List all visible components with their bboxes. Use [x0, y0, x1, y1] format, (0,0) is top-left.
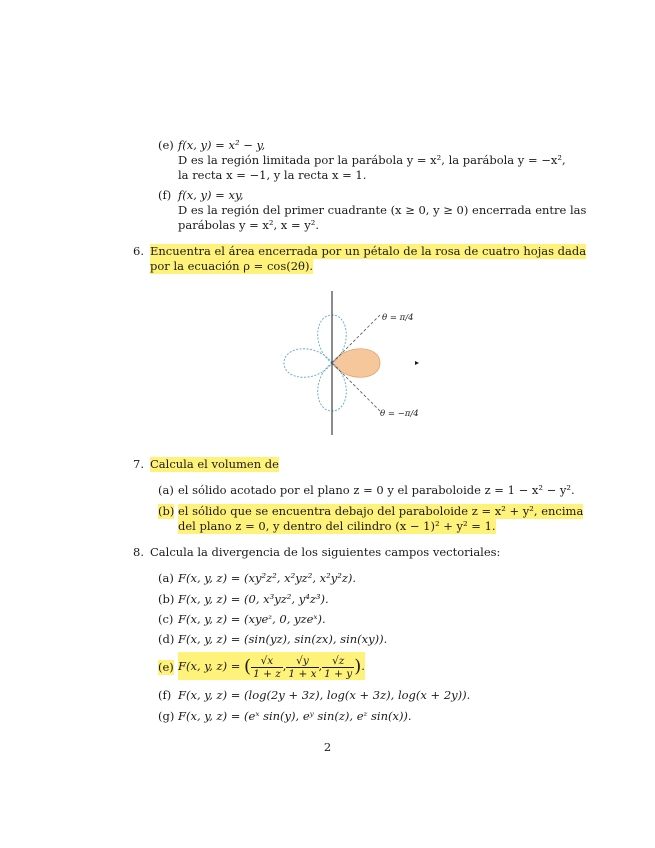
- fraction-1-numerator: √x: [251, 655, 283, 668]
- question-7-number: 7.: [133, 457, 144, 471]
- question-8g-field: F(x, y, z) = (eˣ sin(y), eʸ sin(z), eᶻ sin(x)).: [178, 709, 412, 723]
- shaded-petal: [332, 349, 380, 378]
- question-8e-label: (e): [158, 660, 174, 674]
- question-8b-label: (b): [158, 592, 175, 606]
- question-8g-label: (g): [158, 709, 175, 723]
- item-e-description-1: D es la región limitada por la parábola y = x², la parábola y = −x²,: [178, 153, 566, 167]
- fraction-2-denominator: 1 + x: [288, 667, 317, 680]
- question-6-line-1: Encuentra el área encerrada por un pétalo de la rosa de cuatro hojas dada: [150, 244, 587, 258]
- item-e-function: f(x, y) = x² − y,: [178, 138, 266, 152]
- question-7a-text: el sólido acotado por el plano z = 0 y el paraboloide z = 1 − x² − y².: [178, 483, 575, 497]
- question-7b-label: (b): [158, 504, 175, 518]
- fraction-3: [322, 655, 354, 680]
- question-8d-field: F(x, y, z) = (sin(yz), sin(zx), sin(xy)).: [178, 632, 388, 646]
- question-8a-label: (a): [158, 571, 174, 585]
- question-7b-line-1: el sólido que se encuentra debajo del paraboloide z = x² + y², encima: [178, 504, 584, 518]
- fraction-3-denominator: 1 + y: [324, 667, 353, 680]
- question-8-title: Calcula la divergencia de los siguientes campos vectoriales:: [150, 545, 501, 559]
- question-8f-field: F(x, y, z) = (log(2y + 3z), log(x + 3z), log(x + 2y)).: [178, 688, 471, 702]
- label-theta-minus-pi-4: θ = −π/4: [380, 409, 419, 419]
- four-leaf-rose-figure: [270, 288, 430, 438]
- question-8-number: 8.: [133, 545, 144, 559]
- question-8e-field: F(x, y, z) = ( $\frac{√x}{1 + z}$ , $\frac{√y}{1 + x}$ , $\frac{√z}{1 + y}$ ).: [178, 652, 365, 680]
- fraction-1: [251, 655, 283, 680]
- fraction-2: [286, 655, 318, 680]
- item-f-description-2: parábolas y = x², x = y².: [178, 218, 319, 232]
- question-8f-label: (f): [158, 688, 172, 702]
- question-8a-field: F(x, y, z) = (xy²z², x²yz², x²y²z).: [178, 571, 357, 585]
- item-e-label: (e): [158, 138, 174, 152]
- fraction-2-numerator: √y: [286, 655, 318, 668]
- fraction-1-denominator: 1 + z: [253, 667, 281, 680]
- petal-left: [284, 349, 332, 378]
- question-8b-field: F(x, y, z) = (0, x³yz², y⁴z³).: [178, 592, 329, 606]
- label-theta-pi-4: θ = π/4: [382, 313, 414, 323]
- question-8c-label: (c): [158, 612, 174, 626]
- question-8d-label: (d): [158, 632, 175, 646]
- item-f-description-1: D es la región del primer cuadrante (x ≥ 0, y ≥ 0) encerrada entre las: [178, 203, 587, 217]
- question-6-line-2: por la ecuación ρ = cos(2θ).: [150, 259, 314, 273]
- item-f-function: f(x, y) = xy,: [178, 188, 244, 202]
- rose-plot: [270, 288, 430, 438]
- question-6-number: 6.: [133, 244, 144, 258]
- item-f-label: (f): [158, 188, 172, 202]
- page-number: 2: [323, 740, 332, 754]
- question-8e-prefix: F(x, y, z) =: [178, 659, 241, 673]
- question-7a-label: (a): [158, 483, 174, 497]
- fraction-3-numerator: √z: [322, 655, 354, 668]
- item-e-description-2: la recta x = −1, y la recta x = 1.: [178, 168, 367, 182]
- arrow-marker: [415, 361, 419, 365]
- question-8c-field: F(x, y, z) = (xyeᶻ, 0, yzeˣ).: [178, 612, 326, 626]
- question-7-title: Calcula el volumen de: [150, 457, 279, 471]
- question-7b-line-2: del plano z = 0, y dentro del cilindro (x − 1)² + y² = 1.: [178, 519, 496, 533]
